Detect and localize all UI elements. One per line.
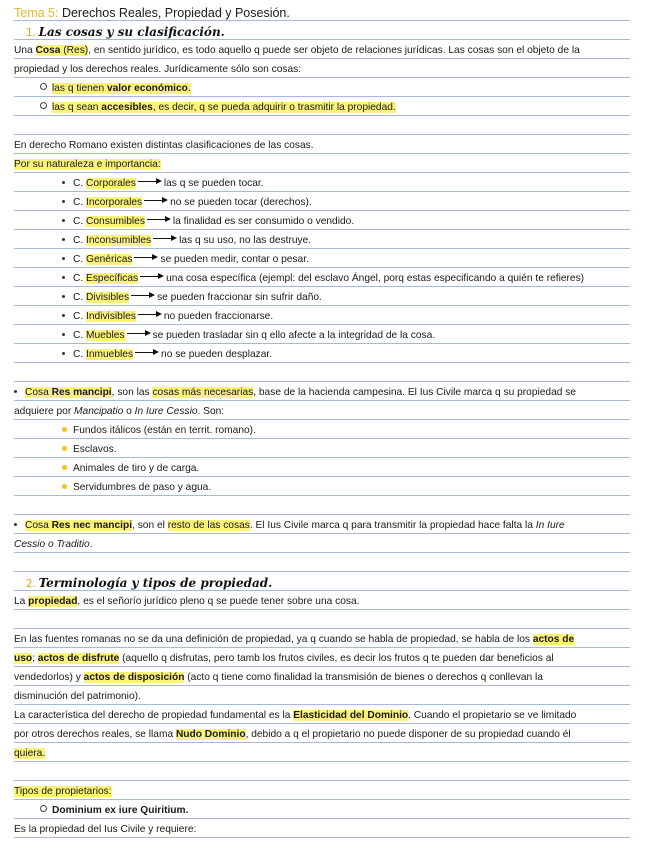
clase-prefix: C. bbox=[73, 216, 87, 227]
arrow-right-icon bbox=[153, 235, 177, 243]
blank-line bbox=[14, 363, 630, 382]
arrow-right-icon bbox=[147, 216, 171, 224]
clase-prefix: C. bbox=[73, 254, 87, 265]
term-elasticidad-dominio: Elasticidad del Dominio bbox=[293, 710, 409, 721]
section2-heading bbox=[14, 572, 630, 591]
bullet-icon bbox=[62, 238, 65, 241]
paragraph-line-6 bbox=[14, 724, 630, 743]
text: ; bbox=[32, 653, 38, 664]
bullet-icon bbox=[62, 257, 65, 260]
term-accesibles: accesibles bbox=[101, 102, 153, 113]
text: , debido a q el propietario no puede disponer de su propiedad cuando él bbox=[245, 729, 571, 740]
section2-number: 2. bbox=[26, 579, 36, 590]
term-res-mancipi: Res mancipi bbox=[51, 387, 112, 398]
term-valor-economico: valor económico bbox=[106, 83, 188, 94]
term-propiedad: propiedad bbox=[28, 596, 78, 607]
mancipi-item-text: Servidumbres de paso y agua. bbox=[73, 482, 212, 493]
arrow-right-icon bbox=[134, 254, 158, 262]
blank-line bbox=[14, 496, 630, 515]
clase-item bbox=[14, 287, 630, 306]
tema-label: Tema 5: bbox=[14, 6, 59, 20]
text: Una bbox=[14, 45, 36, 56]
clase-prefix: C. bbox=[73, 349, 87, 360]
text: vendedor bbox=[14, 672, 57, 683]
circle-bullet-icon bbox=[40, 102, 47, 109]
bullet-accesibles bbox=[14, 97, 630, 116]
paragraph-line-1 bbox=[14, 629, 630, 648]
arrow-right-icon bbox=[135, 349, 159, 357]
term-resto-cosas: resto de las cosas bbox=[167, 520, 250, 531]
clase-prefix: C. bbox=[73, 235, 87, 246]
section1-heading bbox=[14, 21, 630, 40]
clase-desc: se pueden fraccionar sin sufrir daño. bbox=[157, 292, 322, 303]
bullet-icon bbox=[62, 333, 65, 336]
page-title bbox=[14, 2, 630, 21]
requiere-line: Es la propiedad del Ius Civile y requiere: bbox=[14, 819, 630, 838]
text: los) y bbox=[56, 672, 84, 683]
section2-title: Terminología y tipos de propiedad. bbox=[38, 576, 273, 590]
propiedad-definition bbox=[14, 591, 630, 610]
clase-name: Indivisibles bbox=[86, 311, 136, 322]
paragraph-line-2 bbox=[14, 648, 630, 667]
clase-desc: la finalidad es ser consumido o vendido. bbox=[172, 216, 355, 227]
text: La bbox=[14, 596, 29, 607]
bullet-icon bbox=[62, 181, 65, 184]
dominium-item bbox=[14, 800, 630, 819]
section1-title: Las cosas y su clasificación. bbox=[38, 25, 225, 39]
clase-prefix: C. bbox=[73, 197, 87, 208]
text: . El Ius Civile marca q para transmitir la propiedad hace falta la bbox=[249, 520, 536, 531]
clasificacion-naturaleza bbox=[14, 154, 630, 173]
text: Por su naturaleza e importancia: bbox=[14, 159, 161, 170]
res-nec-mancipi-line-2: Cessio o Traditio. bbox=[14, 534, 630, 553]
arrow-right-icon bbox=[127, 330, 151, 338]
term-dominium: Dominium ex iure Quiritium. bbox=[52, 805, 189, 816]
term-actos-disfrute: actos de disfrute bbox=[37, 653, 120, 664]
res-mancipi-line-2 bbox=[14, 401, 630, 420]
clase-item bbox=[14, 192, 630, 211]
mancipi-item-text: Esclavos. bbox=[73, 444, 117, 455]
text: quiera. bbox=[14, 748, 46, 759]
text: Cosa bbox=[25, 387, 52, 398]
mancipi-item bbox=[14, 420, 630, 439]
paragraph-line-3 bbox=[14, 667, 630, 686]
text: Cosa bbox=[25, 520, 52, 531]
bullet-icon bbox=[14, 523, 17, 526]
text: , es el señorío jurídico pleno q se puede tener sobre una cosa. bbox=[77, 596, 360, 607]
clase-item bbox=[14, 268, 630, 287]
blank-line bbox=[14, 116, 630, 135]
clase-desc: no se pueden tocar (derechos). bbox=[170, 197, 312, 208]
res-mancipi-line-1 bbox=[14, 382, 630, 401]
res-nec-mancipi-line-1 bbox=[14, 515, 630, 534]
text: por otros derechos reales, se llama bbox=[14, 729, 176, 740]
clase-name: Muebles bbox=[86, 330, 125, 341]
clase-desc: las q se pueden tocar. bbox=[163, 178, 264, 189]
term-in-iure-cessio: In Iure Cessio bbox=[134, 406, 198, 417]
clase-item bbox=[14, 344, 630, 363]
clase-item bbox=[14, 211, 630, 230]
clase-item bbox=[14, 230, 630, 249]
bullet-icon bbox=[62, 314, 65, 317]
clase-item bbox=[14, 249, 630, 268]
blank-line bbox=[14, 553, 630, 572]
term-in-iure: In Iure bbox=[535, 520, 565, 531]
arrow-right-icon bbox=[140, 273, 164, 281]
term-res: (Res) bbox=[60, 45, 89, 56]
paragraph-line-5 bbox=[14, 705, 630, 724]
clase-name: Incorporales bbox=[86, 197, 143, 208]
clase-prefix: C. bbox=[73, 178, 87, 189]
mancipi-item-text: Animales de tiro y de carga. bbox=[73, 463, 200, 474]
clase-name: Consumibles bbox=[86, 216, 145, 227]
text: las q tienen bbox=[52, 83, 107, 94]
text: , en sentido jurídico, es todo aquello q puede ser objeto de relaciones jurídicas. Las cosas son el objeto de la bbox=[88, 45, 580, 56]
term-res-nec-mancipi: Res nec mancipi bbox=[51, 520, 133, 531]
term-cessio-traditio: Cessio o Traditio bbox=[14, 539, 90, 550]
section1-number: 1. bbox=[26, 28, 36, 39]
clase-name: Divisibles bbox=[86, 292, 130, 303]
term-actos-disposicion: actos de disposición bbox=[83, 672, 185, 683]
bullet-icon bbox=[62, 295, 65, 298]
mancipi-item bbox=[14, 439, 630, 458]
text: La característica del derecho de propiedad fundamental es la bbox=[14, 710, 294, 721]
clase-name: Genéricas bbox=[86, 254, 133, 265]
bullet-icon bbox=[62, 200, 65, 203]
circle-bullet-icon bbox=[40, 83, 47, 90]
term-mancipatio: Mancipatio bbox=[74, 406, 124, 417]
paragraph-line-4: disminución del patrimonio). bbox=[14, 686, 630, 705]
blank-line bbox=[14, 610, 630, 629]
text: adquiere por bbox=[14, 406, 75, 417]
bullet-icon bbox=[62, 352, 65, 355]
clase-name: Corporales bbox=[86, 178, 136, 189]
mancipi-item-text: Fundos itálicos (están en territ. romano). bbox=[73, 425, 256, 436]
clase-name: Inmuebles bbox=[86, 349, 134, 360]
text: , son las bbox=[111, 387, 153, 398]
text: , son el bbox=[132, 520, 168, 531]
text: o bbox=[123, 406, 135, 417]
term-cosas-necesarias: cosas más necesarias bbox=[152, 387, 254, 398]
clase-desc: no se pueden desplazar. bbox=[161, 349, 273, 360]
bullet-icon bbox=[62, 219, 65, 222]
text: (acto q tiene como finalidad la transmisión de bienes o derechos q conllevan la bbox=[184, 672, 543, 683]
circle-bullet-icon bbox=[40, 805, 47, 812]
text: las q sean bbox=[52, 102, 102, 113]
clase-prefix: C. bbox=[73, 292, 87, 303]
text: . Son: bbox=[197, 406, 225, 417]
clase-prefix: C. bbox=[73, 311, 87, 322]
clase-prefix: C. bbox=[73, 273, 87, 284]
text: . Cuando el propietario se ve limitado bbox=[408, 710, 577, 721]
clase-item bbox=[14, 173, 630, 192]
arrow-right-icon bbox=[144, 197, 168, 205]
clase-name: Específicas bbox=[86, 273, 139, 284]
term-nudo-dominio: Nudo Dominio bbox=[175, 729, 246, 740]
text: Tipos de propietarios: bbox=[14, 786, 112, 797]
blank-line bbox=[14, 762, 630, 781]
term-actos-de: actos de bbox=[532, 634, 575, 645]
definition-line-1 bbox=[14, 40, 630, 59]
text: , es decir, q se pueda adquirir o trasmitir la propiedad. bbox=[152, 102, 396, 113]
bullet-valor-economico: las q tienen valor económico. bbox=[14, 78, 630, 97]
yellow-bullet-icon bbox=[62, 465, 67, 470]
term-uso: uso bbox=[14, 653, 33, 664]
bullet-icon bbox=[14, 390, 17, 393]
text: En las fuentes romanas no se da una definición de propiedad, ya q cuando se habla de propiedad, se habla de los bbox=[14, 634, 533, 645]
clase-name: Inconsumibles bbox=[86, 235, 152, 246]
mancipi-item bbox=[14, 477, 630, 496]
yellow-bullet-icon bbox=[62, 446, 67, 451]
yellow-bullet-icon bbox=[62, 427, 67, 432]
text: , base de la hacienda campesina. El Ius Civile marca q su propiedad se bbox=[253, 387, 577, 398]
arrow-right-icon bbox=[138, 311, 162, 319]
clase-prefix: C. bbox=[73, 330, 87, 341]
yellow-bullet-icon bbox=[62, 484, 67, 489]
clase-desc: las q su uso, no las destruye. bbox=[179, 235, 312, 246]
bullet-icon bbox=[62, 276, 65, 279]
clase-desc: una cosa específica (ejempl: del esclavo Ángel, porq estas especificando a quién te refieres) bbox=[166, 273, 585, 284]
arrow-right-icon bbox=[131, 292, 155, 300]
clase-desc: se pueden medir, contar o pesar. bbox=[160, 254, 309, 265]
tipos-propietarios bbox=[14, 781, 630, 800]
clase-desc: no pueden fraccionarse. bbox=[163, 311, 274, 322]
paragraph-line-7 bbox=[14, 743, 630, 762]
clase-item bbox=[14, 325, 630, 344]
definition-line-2: propiedad y los derechos reales. Jurídicamente sólo son cosas: bbox=[14, 59, 630, 78]
mancipi-item bbox=[14, 458, 630, 477]
clase-item bbox=[14, 306, 630, 325]
arrow-right-icon bbox=[138, 178, 162, 186]
term-cosa: Cosa bbox=[35, 45, 61, 56]
clasificacion-intro: En derecho Romano existen distintas clasificaciones de las cosas. bbox=[14, 135, 630, 154]
text: (aquello q disfrutas, pero tamb los frutos civiles, es decir los frutos q te pueden dar beneficios al bbox=[119, 653, 554, 664]
clase-desc: se pueden trasladar sin q ello afecte a la integridad de la cosa. bbox=[152, 330, 436, 341]
tema-title: Derechos Reales, Propiedad y Posesión. bbox=[61, 6, 290, 20]
